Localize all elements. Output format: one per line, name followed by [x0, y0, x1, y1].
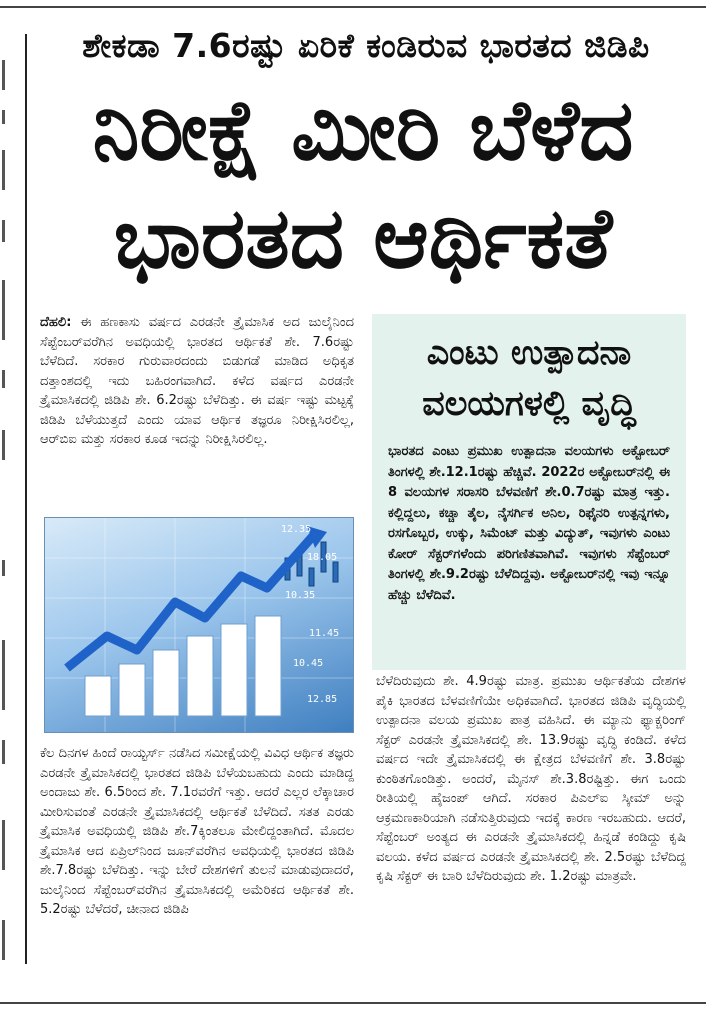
sidebar-title: ಎಂಟು ಉತ್ಪಾದನಾ ವಲಯಗಳಲ್ಲಿ ವೃದ್ಧಿ [422, 333, 636, 424]
photo-number-6: 12.85 [307, 694, 338, 705]
sidebar-text: ಭಾರತದ ಎಂಟು ಪ್ರಮುಖ ಉತ್ಪಾದನಾ ವಲಯಗಳು ಅಕ್ಟೋಬರ್ ತಿಂಗಳಲ್ಲಿ ಶೇ.12.1ರಷ್ಟು ಹೆಚ್ಚಿವೆ. 2022ರ ಅಕ್ಟೋಬರ್‌ನಲ್ಲಿ ಈ 8 ವಲಯಗಳ ಸರಾಸರಿ ಬೆಳವಣಿಗೆ ಶೇ.0.7ರಷ್ಟು ಮಾತ್ರ ಇತ್ತು. ಕಲ್ಲಿದ್ದಲು, ಕಚ್ಚಾ ತೈಲ, ನೈಸರ್ಗಿಕ ಅನಿಲ, ರಿಫೈನರಿ ಉತ್ಪನ್ನಗಳು, ರಸಗೊಬ್ಬರ, ಉಕ್ಕು, ಸಿಮೆಂಟ್ ಮತ್ತು ವಿದ್ಯುತ್, ಇವುಗಳು ಎಂಟು ಕೋರ್ ಸೆಕ್ಟರ್‌ಗಳೆಂದು ಪರಿಗಣಿತವಾಗಿವೆ. ಇವುಗಳು ಸೆಪ್ಟೆಂಬರ್ ತಿಂಗಳಲ್ಲಿ ಶೇ.9.2ರಷ್ಟು ಬೆಳೆದಿದ್ದವು. ಅಕ್ಟೋಬರ್‌ನಲ್ಲಿ ಇವು ಇನ್ನೂ ಹೆಚ್ಚು ಬೆಳೆದಿವೆ. [388, 444, 670, 603]
dateline: ದೆಹಲಿ: [40, 315, 72, 330]
photo-number-3: 10.35 [285, 590, 316, 601]
headline-line-2: ಭಾರತದ ಆರ್ಥಿಕತೆ [113, 189, 613, 287]
photo-number-5: 10.45 [293, 658, 324, 669]
headline-line-1: ನಿರೀಕ್ಷೆ ಮೀರಿ ಬೆಳೆದ [92, 81, 634, 179]
column-divider [25, 34, 27, 964]
adjacent-column-edge [0, 40, 10, 1000]
photo-number-4: 11.45 [309, 628, 340, 639]
photo-number-1: 12.35 [281, 524, 312, 535]
growth-chart-photo [44, 517, 354, 733]
kicker-headline: ಶೇಕಡಾ 7.6ರಷ್ಟು ಏರಿಕೆ ಕಂಡಿರುವ ಭಾರತದ ಜಿಡಿಪಿ [82, 26, 650, 65]
bottom-rule [0, 1002, 706, 1004]
lead-text: ಈ ಹಣಕಾಸು ವರ್ಷದ ಎರಡನೇ ತ್ರೈಮಾಸಿಕ ಅದ ಜುಲೈನಿಂದ ಸೆಪ್ಟೆಂಬರ್‌ವರೆಗಿನ ಅವಧಿಯಲ್ಲಿ ಭಾರತದ ಆರ್ಥಿಕತೆ ಶೇ. 7.6ರಷ್ಟು ಬೆಳೆದಿದೆ. ಸರಕಾರ ಗುರುವಾರದಂದು ಬಿಡುಗಡೆ ಮಾಡಿದ ಅಧಿಕೃತ ದತ್ತಾಂಶದಲ್ಲಿ ಇದು ಬಹಿರಂಗವಾಗಿದೆ. ಕಳೆದ ವರ್ಷದ ಎರಡನೇ ತ್ರೈಮಾಸಿಕದಲ್ಲಿ ಜಿಡಿಪಿ ಶೇ. 6.2ರಷ್ಟು ಬೆಳೆದಿತ್ತು. ಈ ವರ್ಷ ಇಷ್ಟು ಮಟ್ಟಕ್ಕೆ ಜಿಡಿಪಿ ಬೆಳೆಯುತ್ತದೆ ಎಂದು ಯಾವ ಆರ್ಥಿಕ ತಜ್ಞರೂ ನಿರೀಕ್ಷಿಸಿರಲಿಲ್ಲ, ಆರ್‌ಬಿಐ ಮತ್ತು ಸರಕಾರ ಕೂಡ ಇದನ್ನು ನಿರೀಕ್ಷಿಸಿರಲಿಲ್ಲ. [40, 315, 354, 447]
photo-number-2: 18.05 [307, 552, 338, 563]
body-right-column: ಬೆಳೆದಿರುವುದು ಶೇ. 4.9ರಷ್ಟು ಮಾತ್ರ. ಪ್ರಮುಖ ಆರ್ಥಿಕತೆಯ ದೇಶಗಳ ಪೈಕಿ ಭಾರತದ ಬೆಳವಣಿಗೆಯೇ ಅಧಿಕವಾಗಿದೆ. ಭಾರತದ ಜಿಡಿಪಿ ವೃದ್ಧಿಯಲ್ಲಿ ಉತ್ಪಾದನಾ ವಲಯ ಪ್ರಮುಖ ಪಾತ್ರ ವಹಿಸಿದೆ. ಈ ಮ್ಯಾನು ಫ್ಯಾಕ್ಚರಿಂಗ್ ಸೆಕ್ಟರ್ ಎರಡನೇ ತ್ರೈಮಾಸಿಕದಲ್ಲಿ ಶೇ. 13.9ರಷ್ಟು ವೃದ್ಧಿ ಕಂಡಿದೆ. ಕಳೆದ ವರ್ಷದ ಇದೇ ತ್ರೈಮಾಸಿಕದಲ್ಲಿ ಈ ಕ್ಷೇತ್ರದ ಬೆಳವಣಿಗೆ ಶೇ. 3.8ರಷ್ಟು ಕುಂಠಿತಗೊಂಡಿತ್ತು. ಅಂದರೆ, ಮೈನಸ್ ಶೇ.3.8ರಷ್ಟಿತ್ತು. ಈಗ ಒಂದು ರೀತಿಯಲ್ಲಿ ಹೈಜಂಪ್ ಆಗಿದೆ. ಸರಕಾರ ಪಿಎಲ್‌ಐ ಸ್ಕೀಮ್ ಅನ್ನು ಆಕ್ರಮಣಕಾರಿಯಾಗಿ ನಡೆಸುತ್ತಿರುವುದು ಇದಕ್ಕೆ ಕಾರಣ ಇರಬಹುದು. ಆದರೆ, ಸೆಪ್ಟೆಂಬರ್ ಅಂತ್ಯದ ಈ ಎರಡನೇ ತ್ರೈಮಾಸಿಕದಲ್ಲಿ ಹಿನ್ನಡೆ ಕಂಡಿದ್ದು ಕೃಷಿ ವಲಯ. ಕಳೆದ ವರ್ಷದ ಎರಡನೇ ತ್ರೈಮಾಸಿಕದಲ್ಲಿ ಶೇ. 2.5ರಷ್ಟು ಬೆಳೆದಿದ್ದ ಕೃಷಿ ಸೆಕ್ಟರ್ ಈ ಬಾರಿ ಬೆಳೆದಿರುವುದು ಶೇ. 1.2ರಷ್ಟು ಮಾತ್ರವೇ. [376, 674, 686, 884]
sidebar-box [372, 314, 686, 670]
lead-paragraph [40, 313, 354, 450]
top-rule [0, 6, 706, 8]
body-left-column: ಕೆಲ ದಿನಗಳ ಹಿಂದೆ ರಾಯ್ಟರ್ಸ್ ನಡೆಸಿದ ಸಮೀಕ್ಷೆಯಲ್ಲಿ ವಿವಿಧ ಆರ್ಥಿಕ ತಜ್ಞರು ಎರಡನೇ ತ್ರೈಮಾಸಿಕದಲ್ಲಿ ಭಾರತದ ಜಿಡಿಪಿ ಬೆಳೆಯಬಹುದು ಎಂದು ಮಾಡಿದ್ದ ಅಂದಾಜು ಶೇ. 6.5ರಿಂದ ಶೇ. 7.1ರವರೆಗೆ ಇತ್ತು. ಆದರೆ ಎಲ್ಲರ ಲೆಕ್ಕಾಚಾರ ಮೀರಿಸುವಂತೆ ಎರಡನೇ ತ್ರೈಮಾಸಿಕದಲ್ಲಿ ಆರ್ಥಿಕತೆ ಬೆಳೆದಿದೆ. ಸತತ ಎರಡು ತ್ರೈಮಾಸಿಕ ಅವಧಿಯಲ್ಲಿ ಜಿಡಿಪಿ ಶೇ.7ಕ್ಕಿಂತಲೂ ಮೇಲಿದ್ದಂತಾಗಿದೆ. ಮೊದಲ ತ್ರೈಮಾಸಿಕ ಆದ ಏಪ್ರಿಲ್‌ನಿಂದ ಜೂನ್‌ವರೆಗಿನ ಅವಧಿಯಲ್ಲಿ ಭಾರತದ ಜಿಡಿಪಿ ಶೇ.7.8ರಷ್ಟು ಬೆಳೆದಿತ್ತು. ಇನ್ನು ಬೇರೆ ದೇಶಗಳಿಗೆ ತುಲನೆ ಮಾಡುವುದಾದರೆ, ಜುಲೈನಿಂದ ಸೆಪ್ಟೆಂಬರ್‌ವರೆಗಿನ ತ್ರೈಮಾಸಿಕದಲ್ಲಿ ಅಮೆರಿಕದ ಆರ್ಥಿಕತೆ ಶೇ. 5.2ರಷ್ಟು ಬೆಳೆದರೆ, ಚೀನಾದ ಜಿಡಿಪಿ [40, 746, 354, 917]
